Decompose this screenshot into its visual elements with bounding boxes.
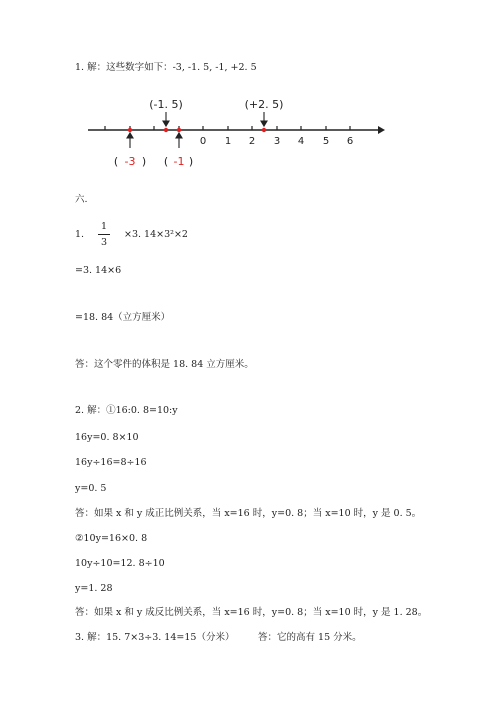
- fraction-numerator: 1: [100, 221, 108, 232]
- q2-line-8: y=1. 28: [75, 583, 113, 594]
- q2-line-3: 16y÷16=8÷16: [75, 457, 147, 468]
- q2-answer-2: 答：如果 x 和 y 成反比例关系，当 x=16 时，y=0. 8；当 x=10 时，y 是 1. 28。: [75, 607, 428, 618]
- axis-arrow: [378, 126, 385, 134]
- tick-label-2: 2: [248, 136, 256, 147]
- tick-label-3: 3: [273, 136, 281, 147]
- label-paren-close-minus-1: ): [188, 155, 194, 168]
- label-minus-3: -3: [124, 155, 136, 168]
- step-1: =3. 14×6: [75, 265, 122, 276]
- tick-label-6: 6: [346, 136, 354, 147]
- point-minus-3: [128, 128, 132, 132]
- step-2: =18. 84（立方厘米）: [75, 312, 171, 323]
- item1-expression: ×3. 14×3²×2: [124, 229, 188, 240]
- number-line: [0, 90, 500, 270]
- answer-volume: 答：这个零件的体积是 18. 84 立方厘米。: [75, 359, 254, 370]
- point-plus-2-5: [262, 128, 266, 132]
- label-minus-1: -1: [173, 155, 185, 168]
- tick-label-1: 1: [224, 136, 232, 147]
- label-minus-1-5: (-1. 5): [149, 98, 183, 111]
- arrow-down-icon: [261, 121, 267, 126]
- fraction-one-third: [98, 221, 110, 248]
- section-heading: 六.: [75, 194, 88, 205]
- tick-label-0: 0: [199, 136, 207, 147]
- q2-line-7: 10y÷10=12. 8÷10: [75, 558, 165, 569]
- q2-line-6: ②10y=16×0. 8: [75, 533, 148, 544]
- arrow-down-icon: [163, 121, 169, 126]
- q3-answer: 答：它的高有 15 分米。: [258, 632, 362, 643]
- q1-text: 1. 解：这些数字如下：-3, -1. 5, -1, +2. 5: [75, 62, 257, 73]
- q2-line-1: 2. 解：①16:0. 8=10:y: [75, 405, 178, 416]
- arrow-up-icon: [127, 133, 133, 138]
- item1-number: 1.: [75, 229, 85, 240]
- tick-label-4: 4: [297, 136, 305, 147]
- label-plus-2-5: (+2. 5): [244, 98, 284, 111]
- q2-line-2: 16y=0. 8×10: [75, 432, 139, 443]
- q2-answer-1: 答：如果 x 和 y 成正比例关系，当 x=16 时，y=0. 8；当 x=10 时，y 是 0. 5。: [75, 508, 422, 519]
- point-minus-1-5: [164, 128, 168, 132]
- q2-line-4: y=0. 5: [75, 483, 107, 494]
- fraction-denominator: 3: [100, 237, 108, 248]
- label-paren-open-minus-1: (: [163, 155, 169, 168]
- q3-text: 3. 解：15. 7×3÷3. 14=15（分米）: [75, 632, 235, 643]
- point-minus-1: [177, 128, 181, 132]
- label-paren-open-minus-3: (: [113, 155, 119, 168]
- label-paren-close-minus-3: ): [141, 155, 147, 168]
- arrow-up-icon: [176, 133, 182, 138]
- tick-label-5: 5: [322, 136, 330, 147]
